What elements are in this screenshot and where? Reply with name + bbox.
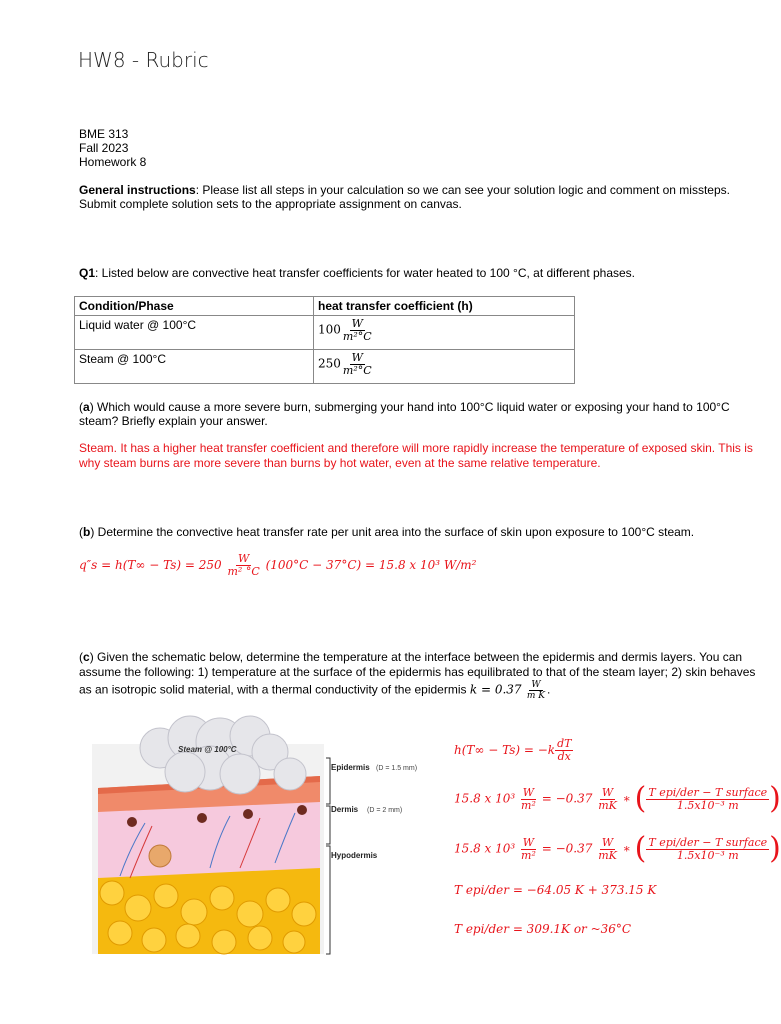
q1-label: Q1	[79, 266, 96, 280]
coef-unit-num: W	[351, 317, 363, 330]
general-instructions-label: General instructions	[79, 183, 196, 197]
conductivity-value: = −0.37	[541, 791, 593, 806]
table-cell-coefficient	[314, 316, 575, 350]
general-instructions	[79, 183, 754, 211]
table-row	[75, 350, 575, 384]
conductivity-unit-num: W	[601, 835, 614, 849]
gradient-num: T epi/der − T surface	[648, 785, 768, 799]
eq-b-rhs: (100°C − 37°C) = 15.8 x 10³ W/m²	[265, 558, 477, 572]
conductivity-unit-den: mK	[598, 848, 617, 862]
eq-b-unit-den: m² °C	[227, 565, 260, 578]
flux-value: 15.8 x 10³	[454, 841, 516, 856]
solution-line-1	[454, 738, 573, 763]
right-paren: )	[769, 831, 781, 866]
conductivity-value: = −0.37	[541, 841, 593, 856]
solution-line-1-derivative	[555, 738, 573, 763]
k-unit-den: m K	[526, 691, 546, 701]
left-paren: (	[634, 831, 647, 866]
flux-unit-den: m²	[521, 848, 536, 862]
general-instructions-text: : Please list all steps in your calculation so we can see your solution logic and comment on missteps. Submit complete solution sets to the appropriate assignment on canvas.	[79, 183, 730, 211]
right-paren: )	[769, 781, 781, 816]
flux-unit	[519, 787, 538, 812]
k-value: k = 0.37	[469, 682, 522, 697]
answer-a: Steam. It has a higher heat transfer coefficient and therefore will more rapidly increase the temperature of exposed skin. This is why steam burns are more severe than burns by hot water, even at the same relative temperature.	[79, 441, 753, 470]
qa-text: ) Which would cause a more severe burn, submerging your hand into 100°C liquid water or exposing your hand to 100°C steam? Briefly explain your answer.	[79, 400, 730, 428]
table-header-coefficient: heat transfer coefficient (h)	[314, 297, 575, 316]
left-paren: (	[634, 781, 647, 816]
flux-value: 15.8 x 10³	[454, 791, 516, 806]
k-unit-num: W	[531, 680, 541, 690]
flux-unit-num: W	[522, 785, 535, 799]
gradient-den: 1.5x10⁻³ m	[676, 798, 739, 812]
hypodermis-label: Hypodermis	[331, 851, 378, 860]
page-title: HW8 - Rubric	[78, 48, 209, 72]
table-cell-condition: Steam @ 100°C	[75, 350, 314, 384]
multiply-sign: ∗	[622, 841, 631, 856]
solution-line-5: T epi/der = 309.1K or ~36°C	[454, 922, 632, 936]
steam-label: Steam @ 100°C	[178, 745, 237, 754]
solution-line-4: T epi/der = −64.05 K + 373.15 K	[454, 883, 657, 897]
conductivity-unit	[596, 787, 619, 812]
qb-label: b	[83, 525, 91, 539]
dermis-label: Dermis	[331, 805, 359, 814]
derivative-den: dx	[557, 750, 571, 763]
qc-label: c	[83, 650, 90, 664]
question-1	[79, 266, 635, 280]
gradient-fraction	[646, 787, 769, 812]
heat-transfer-table	[74, 296, 575, 384]
solution-line-2	[454, 781, 781, 816]
coef-unit-num: W	[351, 351, 363, 364]
flux-unit	[519, 837, 538, 862]
dermis-depth: (D = 2 mm)	[367, 807, 403, 814]
solution-line-3	[454, 831, 781, 866]
flux-unit-den: m²	[521, 798, 536, 812]
derivative-num: dT	[557, 737, 572, 750]
qa-label: a	[83, 400, 90, 414]
q1-text: : Listed below are convective heat transfer coefficients for water heated to 100 °C, at different phases.	[95, 266, 636, 280]
table-header-row	[75, 297, 575, 316]
coef-unit-den: m²°C	[342, 364, 372, 377]
skin-layers-illustration	[90, 718, 435, 958]
flux-unit-num: W	[522, 835, 535, 849]
gradient-fraction	[646, 837, 769, 862]
question-b: (b) Determine the convective heat transfer rate per unit area into the surface of skin upon exposure to 100°C steam.	[79, 525, 695, 539]
table-cell-condition: Liquid water @ 100°C	[75, 316, 314, 350]
table-header-condition: Condition/Phase	[75, 297, 314, 316]
eq-b-lhs: q″s = h(T∞ − Ts) = 250	[79, 558, 222, 572]
coef-unit	[341, 318, 374, 343]
table-cell-coefficient	[314, 350, 575, 384]
gradient-num: T epi/der − T surface	[648, 835, 768, 849]
course-term: Fall 2023	[79, 141, 129, 155]
skin-schematic	[90, 718, 435, 958]
qc-text: ) Given the schematic below, determine the temperature at the interface between the epidermis and dermis layers. You can assume the following: 1) temperature at the surface of the epidermis has equilibrated to that of the steam layer; 2) skin behaves as an isotropic solid material, with a thermal conductivity of the epidermis	[79, 650, 756, 697]
assignment-name: Homework 8	[79, 155, 147, 169]
table-row	[75, 316, 575, 350]
coef-unit	[341, 352, 374, 377]
multiply-sign: ∗	[622, 791, 631, 806]
eq-b-unit	[226, 553, 262, 578]
equation-b	[79, 553, 476, 578]
conductivity-unit	[596, 837, 619, 862]
course-code: BME 313	[79, 127, 129, 141]
coef-value: 100	[318, 322, 341, 337]
course-info	[79, 127, 146, 169]
k-unit	[525, 680, 547, 701]
eq-b-unit-num: W	[237, 552, 250, 565]
gradient-den: 1.5x10⁻³ m	[676, 848, 739, 862]
epidermis-depth: (D = 1.5 mm)	[376, 765, 418, 772]
coef-unit-den: m²°C	[342, 330, 372, 343]
conductivity-unit-den: mK	[598, 798, 617, 812]
coef-value: 250	[318, 356, 341, 371]
question-a: (a) Which would cause a more severe burn, submerging your hand into 100°C liquid water or exposing your hand to 100°C steam? Briefly explain your answer.	[79, 400, 730, 428]
qb-text: ) Determine the convective heat transfer rate per unit area into the surface of skin upon exposure to 100°C steam.	[90, 525, 695, 539]
conductivity-unit-num: W	[601, 785, 614, 799]
solution-line-1-lhs: h(T∞ − Ts) = −k	[454, 743, 556, 757]
question-c: (c) Given the schematic below, determine the temperature at the interface between the epidermis and dermis layers. You can assume the following: 1) temperature at the surface of the epidermis has equilibrated to that of the steam layer; 2) skin behaves as an isotropic solid material, with a thermal conductivity of the epidermis k = 0.37 $\frac{W}{\text{m K}}$ .	[79, 650, 756, 701]
epidermis-label: Epidermis	[331, 763, 370, 772]
